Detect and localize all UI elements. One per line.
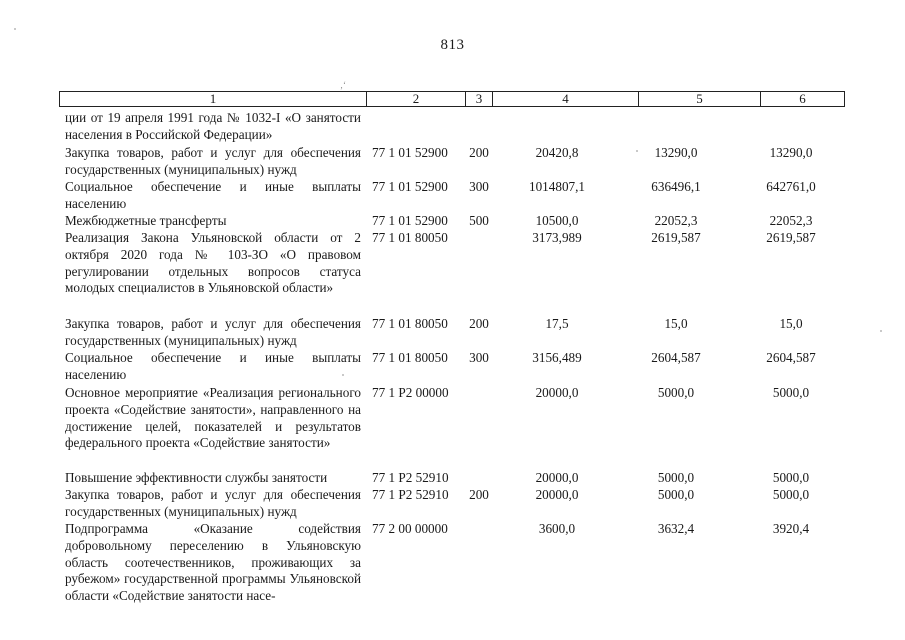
header-cell-3: 3 xyxy=(466,92,493,106)
row-code: 77 2 00 00000 xyxy=(372,521,448,536)
row-value-2021: 3600,0 xyxy=(538,521,576,536)
header-cell-5: 5 xyxy=(639,92,761,106)
row-value-2021: 1014807,1 xyxy=(528,179,586,194)
row-value-2021: 20000,0 xyxy=(535,487,579,502)
row-code: 77 1 01 52900 xyxy=(372,213,448,228)
row-type: 200 xyxy=(469,145,489,160)
row-code: 77 1 P2 00000 xyxy=(372,385,449,400)
row-value-2023: 2604,587 xyxy=(766,350,816,365)
row-type: 300 xyxy=(469,179,489,194)
row-code: 77 1 P2 52910 xyxy=(372,487,449,502)
row-value-2021: 20000,0 xyxy=(535,385,579,400)
row-value-2021: 20420,8 xyxy=(535,145,579,160)
row-value-2022: 15,0 xyxy=(664,316,688,331)
row-code: 77 1 01 52900 xyxy=(372,145,448,160)
row-value-2022: 3632,4 xyxy=(657,521,695,536)
row-value-2021: 3156,489 xyxy=(532,350,582,365)
row-value-2023: 5000,0 xyxy=(772,487,810,502)
row-name: Закупка товаров, работ и услуг для обеспечения государственных (муниципальных) нужд xyxy=(65,316,361,348)
row-code: 77 1 01 80050 xyxy=(372,316,448,331)
row-value-2023: 3920,4 xyxy=(772,521,810,536)
row-name: Межбюджетные трансферты xyxy=(65,213,227,228)
row-value-2023: 22052,3 xyxy=(769,213,813,228)
row-name: Повышение эффективности службы занятости xyxy=(65,470,328,485)
row-code: 77 1 P2 52910 xyxy=(372,470,449,485)
row-name: Реализация Закона Ульяновской области от 2 октября 2020 года № 103-ЗО «О правовом регулировании отдельных вопросов статуса молодых специалистов в Ульяновской области» xyxy=(65,230,361,296)
row-value-2021: 17,5 xyxy=(545,316,569,331)
row-value-2023: 2619,587 xyxy=(766,230,816,245)
row-value-2023: 15,0 xyxy=(779,316,803,331)
row-value-2022: 13290,0 xyxy=(654,145,698,160)
row-value-2022: 5000,0 xyxy=(657,470,695,485)
scan-speck xyxy=(14,28,16,30)
scan-mark: ‚‘ xyxy=(340,80,346,90)
row-value-2022: 2619,587 xyxy=(651,230,701,245)
row-code: 77 1 01 80050 xyxy=(372,350,448,365)
row-name: Подпрограмма «Оказание содействия добровольному переселению в Ульяновскую область соотечественников, проживающих за рубежом» государственной программы Ульяновской области «Содействие занятости насе- xyxy=(65,521,361,604)
row-value-2023: 5000,0 xyxy=(772,385,810,400)
row-value-2022: 636496,1 xyxy=(651,179,701,194)
row-value-2021: 3173,989 xyxy=(532,230,582,245)
row-name: Закупка товаров, работ и услуг для обеспечения государственных (муниципальных) нужд xyxy=(65,487,361,519)
row-name: Основное мероприятие «Реализация регионального проекта «Содействие занятости», направленного на достижение целей, показателей и результатов федерального проекта «Содействие занятости» xyxy=(65,385,361,451)
scan-speck xyxy=(342,374,344,376)
row-value-2023: 13290,0 xyxy=(769,145,813,160)
row-name: ции от 19 апреля 1991 года № 1032-I «О занятости населения в Российской Федерации» xyxy=(65,110,361,142)
row-type: 200 xyxy=(469,487,489,502)
row-value-2022: 2604,587 xyxy=(651,350,701,365)
row-type: 300 xyxy=(469,350,489,365)
row-type: 200 xyxy=(469,316,489,331)
row-code: 77 1 01 52900 xyxy=(372,179,448,194)
row-name: Социальное обеспечение и иные выплаты населению xyxy=(65,350,361,382)
row-name: Социальное обеспечение и иные выплаты населению xyxy=(65,179,361,211)
row-type: 500 xyxy=(469,213,489,228)
row-value-2021: 20000,0 xyxy=(535,470,579,485)
row-value-2022: 22052,3 xyxy=(654,213,698,228)
header-cell-4: 4 xyxy=(493,92,639,106)
row-value-2023: 5000,0 xyxy=(772,470,810,485)
header-cell-6: 6 xyxy=(799,91,806,106)
row-code: 77 1 01 80050 xyxy=(372,230,448,245)
header-cell-1: 1 xyxy=(60,92,367,106)
row-value-2022: 5000,0 xyxy=(657,385,695,400)
row-value-2023: 642761,0 xyxy=(766,179,816,194)
scan-speck xyxy=(636,150,638,152)
row-name: Закупка товаров, работ и услуг для обеспечения государственных (муниципальных) нужд xyxy=(65,145,361,177)
scan-speck xyxy=(880,330,882,332)
page-number: 813 xyxy=(440,37,465,53)
row-value-2021: 10500,0 xyxy=(535,213,579,228)
row-value-2022: 5000,0 xyxy=(657,487,695,502)
header-cell-2: 2 xyxy=(367,92,466,106)
